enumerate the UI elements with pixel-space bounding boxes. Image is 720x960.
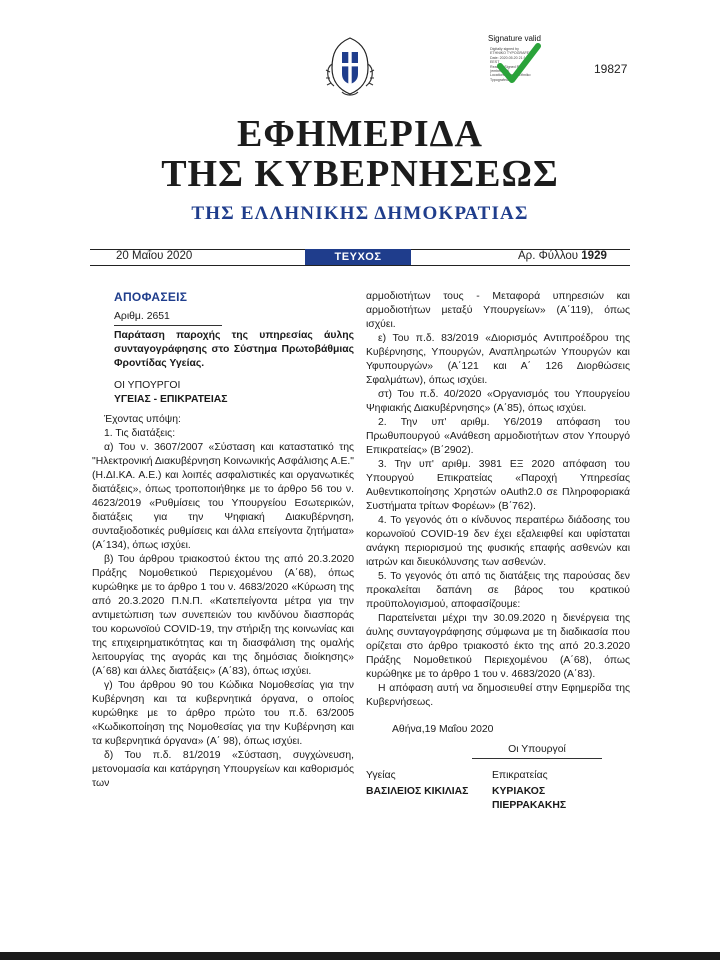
ministry-health: Υγείας bbox=[366, 770, 396, 781]
checkmark-icon bbox=[496, 40, 542, 86]
header-rule-bottom bbox=[90, 265, 630, 266]
paragraph-3: 3. Την υπ' αριθμ. 3981 ΕΞ 2020 απόφαση του Υπουργού Επικρατείας «Παροχή Υπηρεσίας Αυθεντικοποίησης Χρηστών oAuth2.0 σε Πληροφοριακά Συστήματα τρίτων Φορέων» (Β΄762). bbox=[366, 459, 630, 512]
signature-line: ETHNIKO TYPOGRAFEIO bbox=[490, 51, 533, 56]
signature-line: Location: Athens, Ethniko bbox=[490, 73, 531, 78]
signature-line: (embedded) bbox=[490, 69, 510, 74]
provisions-label: 1. Τις διατάξεις: bbox=[104, 428, 176, 439]
gazette-subtitle: ΤΗΣ ΕΛΛΗΝΙΚΗΣ ΔΗΜΟΚΡΑΤΙΑΣ bbox=[191, 203, 529, 224]
decision-subject: Παράταση παροχής της υπηρεσίας άυλης συνταγογράφησης στο Σύστημα Πρωτοβάθμιας Φροντίδας Υγείας. bbox=[114, 330, 354, 369]
paragraph-4: 4. Το γεγονός ότι ο κίνδυνος περαιτέρω διάδοσης του κορωνοϊού COVID-19 δεν έχει εξαλειφθεί και υφίσταται ανάγκη περιορισμού της φυσικής επαφής ασθενών και ιατρών και διευκόλυνσης των ασθενών. bbox=[366, 515, 630, 568]
signature-line: Typografeio bbox=[490, 77, 509, 82]
issue-date: 20 Μαΐου 2020 bbox=[116, 250, 193, 262]
gazette-title-line1: ΕΦΗΜΕΡΙΔΑ bbox=[237, 113, 483, 155]
section-heading: ΑΠΟΦΑΣΕΙΣ bbox=[114, 290, 188, 304]
issue-badge: ΤΕΥΧΟΣ ΔΕΥΤΕΡΟ bbox=[305, 249, 411, 265]
greek-coat-of-arms-icon bbox=[322, 34, 378, 98]
ministries-heading: ΥΓΕΙΑΣ - ΕΠΙΚΡΑΤΕΙΑΣ bbox=[114, 394, 228, 405]
paragraph-e: ε) Του π.δ. 83/2019 «Διορισμός Αντιπροέδρου της Κυβέρνησης, Υπουργών, Αναπληρωτών Υπουργών και Υφυπουργών» (Α΄121 και Α΄ 126 Διορθώσεις Σφαλμάτων), όπως ισχύει. bbox=[366, 333, 630, 386]
ministry-state: Επικρατείας bbox=[492, 770, 548, 781]
sheet-number-label: Αρ. Φύλλου bbox=[518, 250, 579, 262]
sheet-number bbox=[518, 250, 607, 262]
decision-number: Αριθμ. 2651 bbox=[114, 310, 222, 326]
signature-line: Digitally signed by bbox=[490, 47, 519, 51]
paragraph-5: 5. Το γεγονός ότι από τις διατάξεις της παρούσας δεν προκαλείται δαπάνη σε βάρος του κρατικού προϋπολογισμού, αποφασίζουμε: bbox=[366, 571, 630, 610]
paragraph-2: 2. Την υπ' αριθμ. Υ6/2019 απόφαση του Πρωθυπουργού «Ανάθεση αρμοδιοτήτων στον Υπουργό Επικρατείας» (Β΄2902). bbox=[366, 417, 630, 456]
page-number: 19827 bbox=[594, 62, 628, 76]
paragraph-d-continued: αρμοδιοτήτων τους - Μεταφορά υπηρεσιών και αρμοδιοτήτων μεταξύ Υπουργείων» (Α΄119), όπως ισχύει. bbox=[366, 291, 630, 330]
decision-text: Παρατείνεται μέχρι την 30.09.2020 η διενέργεια της άυλης συνταγογράφησης σύμφωνα με τη διαδικασία που ορίζεται στο άρθρο τριακοστό έκτο της από 20.3.2020 Πράξης Νομοθετικού Περιεχομένου (Α΄68), όπως κυρώθηκε με το άρθρο 1 του ν. 4683/2020 (Α΄83). bbox=[366, 613, 630, 680]
right-column bbox=[366, 290, 630, 813]
paragraph-d: δ) Του π.δ. 81/2019 «Σύσταση, συγχώνευση, μετονομασία και κατάργηση Υπουργείων και καθορισμός των bbox=[92, 750, 354, 789]
signature-line: EEST bbox=[490, 60, 500, 65]
ministers-heading: ΟΙ ΥΠΟΥΡΓΟΙ bbox=[114, 380, 181, 391]
signature-valid-label: Signature valid bbox=[488, 34, 541, 43]
paragraph-a: α) Του ν. 3607/2007 «Σύσταση και καταστατικό της "Ηλεκτρονική Διακυβέρνηση Κοινωνικής Ασφάλισης Α.Ε." (Η.ΔΙ.ΚΑ. Α.Ε.) και λοιπές ασφαλιστικές και οργανωτικές διατάξεις», όπως τροποποιήθηκε με το άρθρο 56 του ν. 4623/2019 «Ρυθμίσεις του Υπουργείου Εσωτερικών, διατάξεις για την Ψηφιακή Διακυβέρνηση, συνταξιοδοτικές ρυθμίσεις και άλλα επείγοντα ζητήματα» (Α΄134), όπως ισχύει. bbox=[92, 442, 354, 551]
signature-line: Date: 2020.05.20 21:16 bbox=[490, 55, 528, 60]
signature-state bbox=[492, 769, 622, 813]
signatures bbox=[366, 769, 630, 813]
left-column bbox=[92, 290, 354, 791]
paragraph-st: στ) Του π.δ. 40/2020 «Οργανισμός του Υπουργείου Ψηφιακής Διακυβέρνησης» (Α΄85), όπως ισχύει. bbox=[366, 389, 630, 414]
signature-line: Reason: Signed PDF bbox=[490, 64, 524, 69]
paragraph-c: γ) Του άρθρου 90 του Κώδικα Νομοθεσίας για την Κυβέρνηση και τα κυβερνητικά όργανα, ο οποίος κυρώθηκε με το άρθρο πρώτο του π.δ. 63/2005 «Κωδικοποίηση της Νομοθεσίας για την Κυβέρνηση και τα κυβερνητικά όργανα» (Α΄ 98), όπως ισχύει. bbox=[92, 680, 354, 747]
signature-health bbox=[366, 769, 492, 813]
publication-order: Η απόφαση αυτή να δημοσιευθεί στην Εφημερίδα της Κυβερνήσεως. bbox=[366, 683, 630, 708]
sheet-number-value: 1929 bbox=[581, 250, 607, 262]
place-date: Αθήνα,19 Μαΐου 2020 bbox=[392, 724, 494, 735]
minister-name-health: ΒΑΣΙΛΕΙΟΣ ΚΙΚΙΛΙΑΣ bbox=[366, 786, 469, 797]
minister-name-state: ΚΥΡΙΑΚΟΣ ΠΙΕΡΡΑΚΑΚΗΣ bbox=[492, 786, 567, 811]
gazette-title-line2: ΤΗΣ ΚΥΒΕΡΝΗΣΕΩΣ bbox=[161, 153, 559, 195]
paragraph-b: β) Του άρθρου τριακοστού έκτου της από 20.3.2020 Πράξης Νομοθετικού Περιεχομένου (Α΄68), όπως κυρώθηκε με το άρθρο 1 του ν. 4683/2020 «Κύρωση της από 20.3.2020 Π.Ν.Π. «Κατεπείγοντα μέτρα για την αντιμετώπιση των συνεπειών του κινδύνου διασποράς του κορωνοϊού COVID-19, την στήριξη της κοινωνίας και της επιχειρηματικότητας και τη διασφάλιση της ομαλής λειτουργίας της αγοράς και της δημόσιας διοίκησης» (Α΄68) και άλλες διατάξεις» (Α΄83), όπως ισχύει. bbox=[92, 554, 354, 677]
ministers-label: Οι Υπουργοί bbox=[472, 743, 602, 759]
having-regard: Έχοντας υπόψη: bbox=[104, 414, 181, 425]
page-bottom-edge bbox=[0, 952, 720, 960]
digital-signature-stamp bbox=[488, 34, 560, 92]
